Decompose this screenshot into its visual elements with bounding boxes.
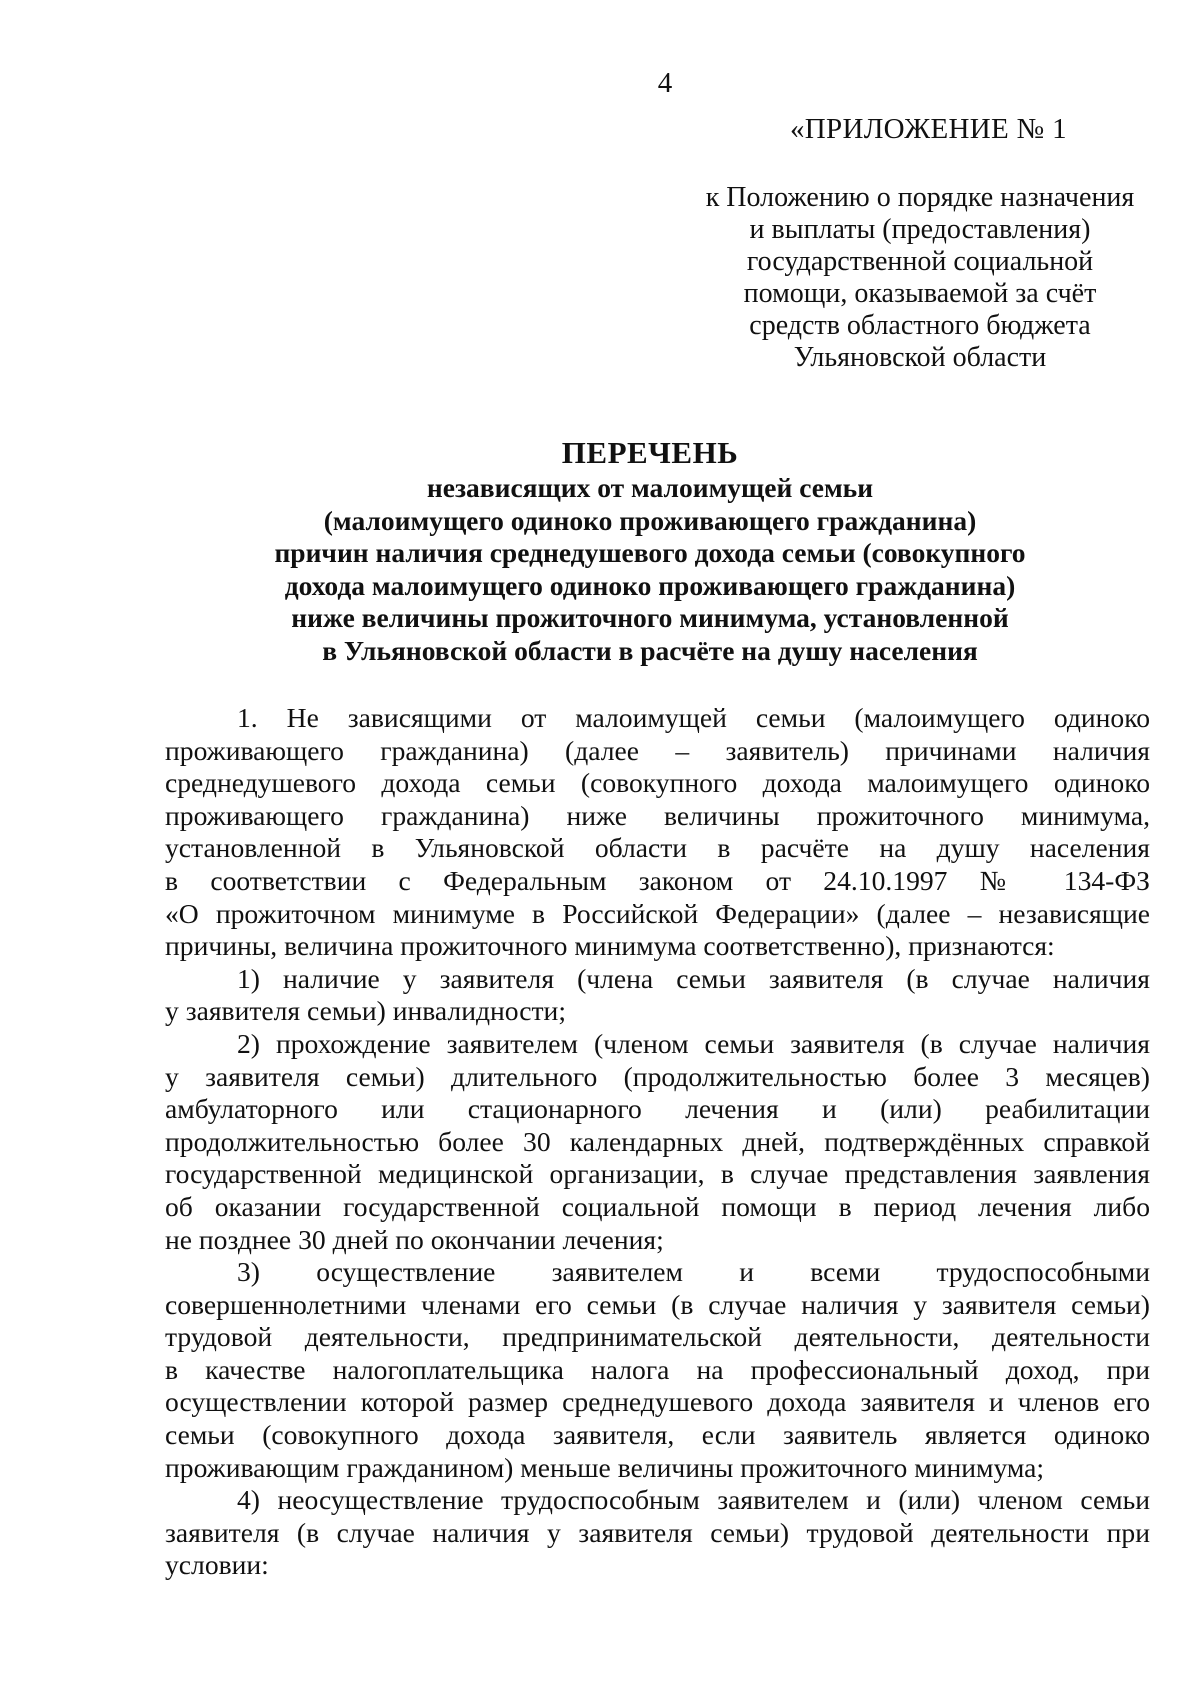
body-line: в соответствии с Федеральным законом от 24.10.1997 № 134-ФЗ <box>165 864 1150 896</box>
body-line: проживающим гражданином) меньше величины прожиточного минимума; <box>165 1451 1045 1483</box>
body-line: условии: <box>165 1549 269 1581</box>
list-heading <box>150 434 1150 667</box>
list-heading-line: дохода малоимущего одиноко проживающего гражданина) <box>284 569 1016 601</box>
body-line: семьи (совокупного дохода заявителя, если заявитель является одиноко <box>165 1419 1150 1451</box>
body-line: проживающего гражданина) (далее – заявитель) причинами наличия <box>165 734 1150 766</box>
appendix-reference-line: средств областного бюджета <box>749 310 1091 341</box>
appendix-reference-line: и выплаты (предоставления) <box>749 214 1091 245</box>
body-line: об оказании государственной социальной помощи в период лечения либо <box>165 1190 1150 1222</box>
page-number: 4 <box>657 67 673 99</box>
body-line: амбулаторного или стационарного лечения и (или) реабилитации <box>165 1093 1150 1125</box>
body-line: не позднее 30 дней по окончании лечения; <box>165 1223 664 1255</box>
body-line: 3) осуществление заявителем и всеми трудоспособными <box>237 1256 1150 1288</box>
body-line: 4) неосуществление трудоспособным заявителем и (или) членом семьи <box>237 1484 1150 1516</box>
body-line: причины, величина прожиточного минимума соответственно), признаются: <box>165 930 1055 962</box>
body-line: у заявителя семьи) инвалидности; <box>165 995 566 1027</box>
body-line: трудовой деятельности, предпринимательской деятельности, деятельности <box>165 1321 1150 1353</box>
body-line: проживающего гражданина) ниже величины прожиточного минимума, <box>165 799 1150 831</box>
body-line: среднедушевого дохода семьи (совокупного дохода малоимущего одиноко <box>165 767 1150 799</box>
body-line: продолжительностью более 30 календарных дней, подтверждённых справкой <box>165 1125 1150 1157</box>
body-line: 1) наличие у заявителя (члена семьи заявителя (в случае наличия <box>237 962 1150 994</box>
appendix-reference-line: государственной социальной <box>746 246 1094 277</box>
body-line: установленной в Ульяновской области в расчёте на душу населения <box>165 832 1150 864</box>
list-heading-line: ниже величины прожиточного минимума, установленной <box>291 602 1009 633</box>
list-heading-line: причин наличия среднедушевого дохода семьи (совокупного <box>274 537 1026 568</box>
body-line: осуществлении которой размер среднедушевого дохода заявителя и членов его <box>165 1386 1150 1418</box>
body-line: 2) прохождение заявителем (членом семьи заявителя (в случае наличия <box>237 1027 1150 1059</box>
appendix-reference <box>690 182 1150 374</box>
body-line: совершеннолетними членами его семьи (в случае наличия у заявителя семьи) <box>165 1288 1150 1320</box>
list-heading-title: ПЕРЕЧЕНЬ <box>561 435 739 470</box>
body-line: в качестве налогоплательщика налога на профессиональный доход, при <box>165 1353 1150 1385</box>
list-heading-line: независящих от малоимущей семьи <box>426 472 874 503</box>
list-heading-line: в Ульяновской области в расчёте на душу населения <box>322 634 978 666</box>
appendix-title: «ПРИЛОЖЕНИЕ № 1 <box>790 113 1067 145</box>
body-line: у заявителя семьи) длительного (продолжительностью более 3 месяцев) <box>165 1060 1150 1092</box>
body-line: государственной медицинской организации, в случае представления заявления <box>165 1158 1150 1190</box>
body-line: «О прожиточном минимуме в Российской Федерации» (далее – независящие <box>165 897 1150 929</box>
document-body <box>165 702 1150 1582</box>
list-heading-line: (малоимущего одиноко проживающего гражданина) <box>323 504 977 536</box>
appendix-reference-line: помощи, оказываемой за счёт <box>743 278 1097 309</box>
appendix-reference-line: Ульяновской области <box>793 342 1047 373</box>
appendix-reference-line: к Положению о порядке назначения <box>705 182 1135 213</box>
body-line: 1. Не зависящими от малоимущей семьи (малоимущего одиноко <box>237 702 1150 733</box>
body-line: заявителя (в случае наличия у заявителя семьи) трудовой деятельности при <box>165 1516 1150 1548</box>
